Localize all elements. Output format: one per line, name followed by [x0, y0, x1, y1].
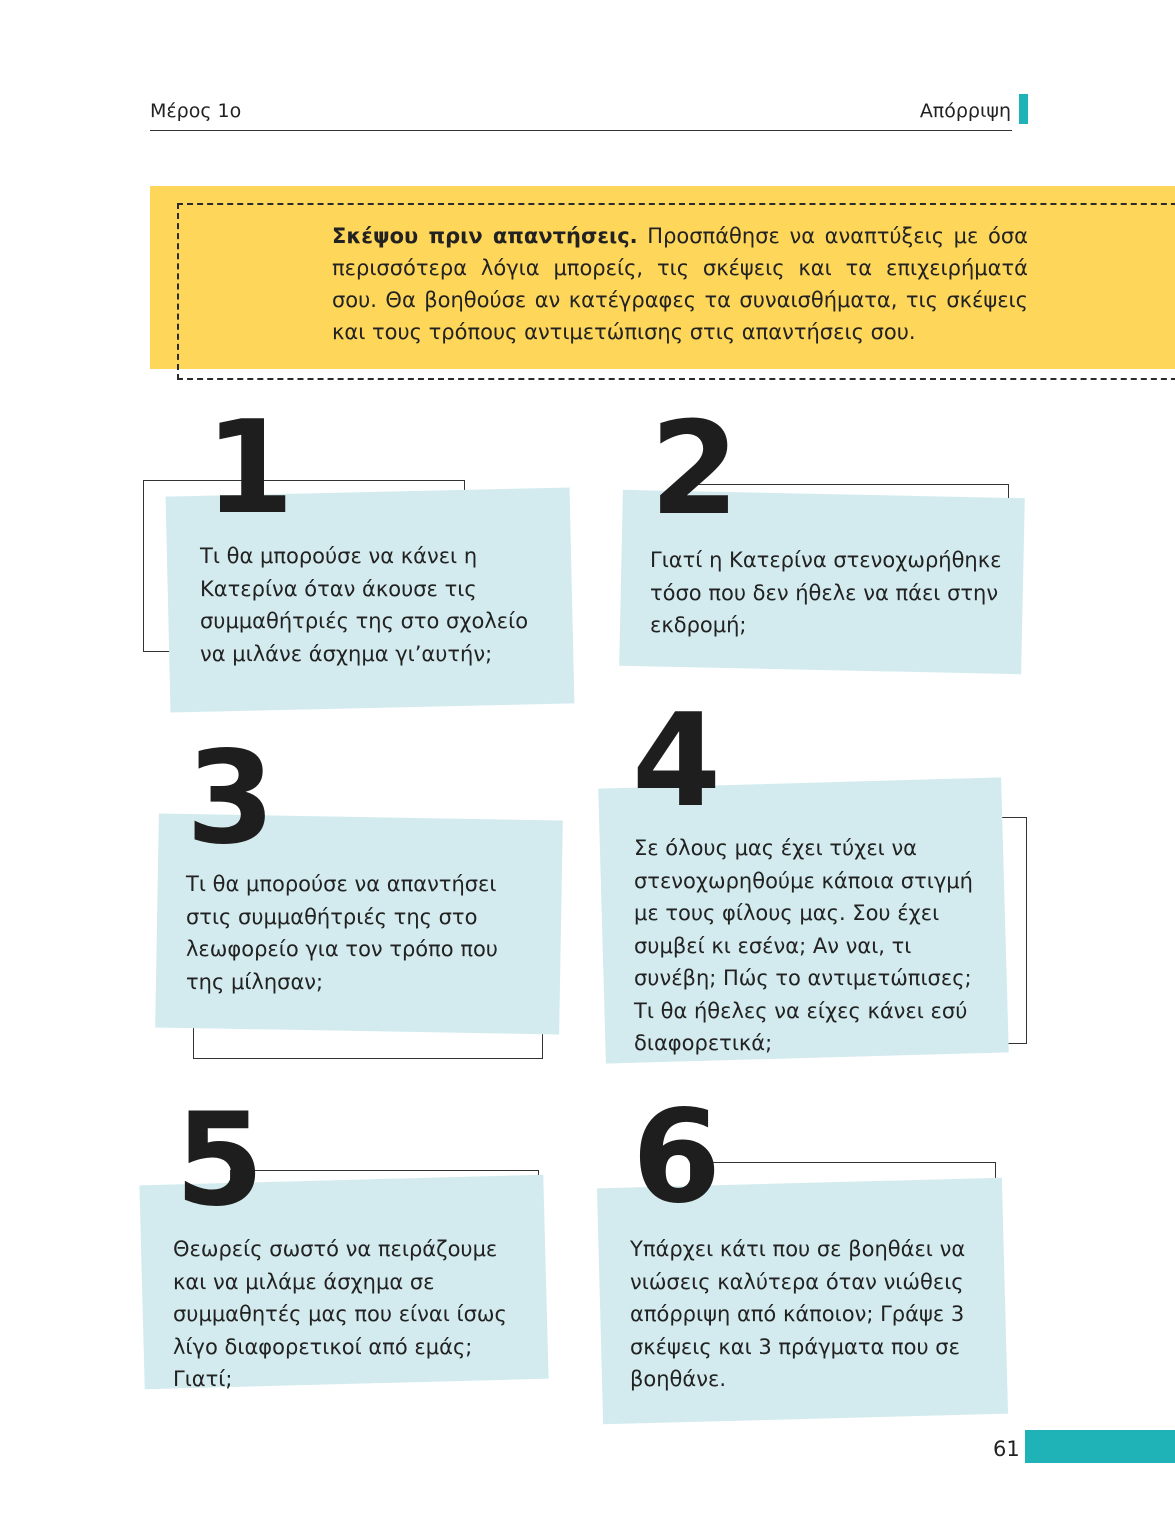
page-number-bar [1025, 1430, 1175, 1463]
question-4-number: 4 [632, 687, 720, 836]
question-5-text: Θεωρείς σωστό να πειράζουμε και να μιλάμε άσχημα σε συμμαθητές μας που είναι ίσως λίγο διαφορετικοί από εμάς; Γιατί; [173, 1237, 507, 1391]
intro-text [332, 220, 1028, 348]
question-3-text: Τι θα μπορούσε να απαντήσει στις συμμαθήτριές της στο λεωφορείο για τον τρόπο που της μίλησαν; [186, 872, 498, 994]
question-4-text: Σε όλους μας έχει τύχει να στενοχωρηθούμε κάποια στιγμή με τους φίλους μας. Σου έχει συμβεί κι εσένα; Αν ναι, τι συνέβη; Πώς το αντιμετώπισες; Τι θα ήθελες να είχες κάνει εσύ διαφορετικά; [634, 836, 973, 1055]
question-6-text: Υπάρχει κάτι που σε βοηθάει να νιώσεις καλύτερα όταν νιώθεις απόρριψη από κάποιον; Γράψε 3 σκέψεις και 3 πράγματα που σε βοηθάνε. [630, 1237, 966, 1391]
question-3-number: 3 [186, 724, 274, 873]
page-number: 61 [993, 1437, 1020, 1461]
question-6-number: 6 [632, 1083, 720, 1232]
header-accent-bar [1019, 94, 1028, 124]
intro-body: Προσπάθησε να αναπτύξεις με όσα περισσότερα λόγια μπορείς, τις σκέψεις και τα επιχειρήματά σου. Θα βοηθούσε αν κατέγραφες τα συναισθήματα, τις σκέψεις και τους τρόπους αντιμετώπισης στις απαντήσεις σου. [332, 224, 1028, 344]
question-5-number: 5 [175, 1086, 263, 1235]
question-2-text: Γιατί η Κατερίνα στενοχωρήθηκε τόσο που δεν ήθελε να πάει στην εκδρομή; [650, 548, 1002, 637]
question-1-text: Τι θα μπορούσε να κάνει η Κατερίνα όταν άκουσε τις συμμαθήτριές της στο σχολείο να μιλάνε άσχημα γι’αυτήν; [200, 544, 529, 666]
page-header-section: Απόρριψη [919, 100, 1011, 122]
intro-bold-lead: Σκέψου πριν απαντήσεις. [332, 224, 638, 248]
question-1-number: 1 [205, 394, 293, 543]
question-2-number: 2 [650, 395, 738, 544]
header-rule [150, 130, 1012, 131]
page-header-part: Μέρος 1ο [150, 100, 242, 122]
